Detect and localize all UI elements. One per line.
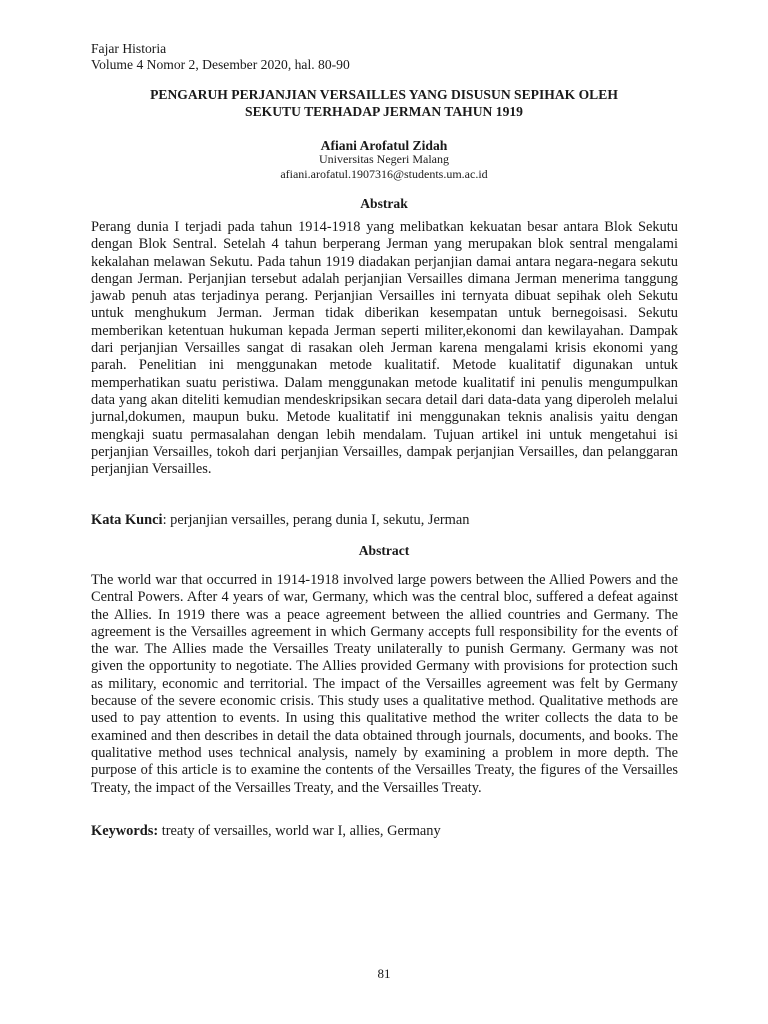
keywords-values: treaty of versailles, world war I, allies, Germany bbox=[158, 823, 441, 839]
paper-title-line-1: PENGARUH PERJANJIAN VERSAILLES YANG DISUSUN SEPIHAK OLEH bbox=[150, 87, 618, 102]
page-number: 81 bbox=[377, 966, 391, 981]
author-affiliation: Universitas Negeri Malang bbox=[319, 152, 449, 166]
kata-kunci bbox=[91, 512, 678, 529]
keywords bbox=[91, 823, 678, 840]
abstract-body: The world war that occurred in 1914-1918 involved large powers between the Allied Powers and the Central Powers. After 4 years of war, Germany, which was the central bloc, suffered a defeat against the Allies. In 1919 there was a peace agreement between the allied countries and Germany. The agreement is the Versailles agreement in which Germany accepts full responsibility for the events of the war. The Allies made the Versailles Treaty unilaterally to punish Germany. Germany was not given the opportunity to negotiate. The Allies provided Germany with provisions for protection such as military, economic and territorial. The impact of the Versailles agreement was felt by Germany because of the severe economic crisis. This study uses a qualitative method. Qualitative methods are used to pay attention to events. In using this qualitative method the writer collects the data to be examined and then describes in detail the data obtained through journals, documents, and books. The qualitative method uses technical analysis, namely by examining a problem in more depth. The purpose of this article is to examine the contents of the Versailles Treaty, the figures of the Versailles Treaty, the impact of the Versailles Treaty, and the Versailles Treaty. bbox=[91, 572, 678, 796]
paper-title-line-2: SEKUTU TERHADAP JERMAN TAHUN 1919 bbox=[245, 104, 523, 119]
keywords-label: Keywords: bbox=[91, 823, 159, 839]
author-email: afiani.arofatul.1907316@students.um.ac.id bbox=[280, 166, 488, 181]
author-name: Afiani Arofatul Zidah bbox=[320, 138, 448, 153]
abstrak-heading: Abstrak bbox=[360, 196, 408, 211]
abstrak-body: Perang dunia I terjadi pada tahun 1914-1918 yang melibatkan kekuatan besar antara Blok Sekutu dengan Blok Sentral. Setelah 4 tahun berperang Jerman yang merupakan blok sentral mengalami kekalahan melawan Sekutu. Pada tahun 1919 diadakan perjanjian damai antara negara-negara sekutu dengan Jerman. Perjanjian tersebut adalah perjanjian Versailles dimana Jerman menerima tanggung jawab penuh atas terjadinya perang. Perjanjian Versailles ini ternyata dibuat sepihak oleh Sekutu untuk menghukum Jerman. Jerman tidak diberikan kesempatan untuk bernegoisasi. Sekutu memberikan ketentuan hukuman kepada Jerman seperti militer,ekonomi dan kewilayahan. Dampak dari perjanjian Versailles sangat di rasakan oleh Jerman karena mengalami krisis ekonomi yang parah. Penelitian ini menggunakan metode kualitatif. Metode kualitatif digunakan untuk memperhatikan suatu peristiwa. Dalam menggunakan metode kualitatif ini penulis mengumpulkan data yang akan diteliti kemudian mendeskripsikan secara detail dari data-data yang diperoleh melalui jurnal,dokumen, maupun buku. Metode kualitatif ini menggunakan teknis analisis yaitu dengan mengkaji suatu permasalahan dengan lebih mendalam. Tujuan artikel ini untuk mengetahui isi perjanjian Versailles, tokoh dari perjanjian Versailles, dampak perjanjian Versailles, dan pelanggaran perjanjian Versailles. bbox=[91, 219, 678, 478]
journal-issue: Volume 4 Nomor 2, Desember 2020, hal. 80-90 bbox=[91, 57, 350, 72]
journal-header bbox=[91, 41, 350, 73]
abstract-heading: Abstract bbox=[358, 543, 410, 558]
journal-name: Fajar Historia bbox=[91, 41, 167, 56]
paper-title bbox=[91, 86, 677, 120]
author-affiliation-block bbox=[91, 152, 677, 181]
kata-kunci-values: : perjanjian versailles, perang dunia I, sekutu, Jerman bbox=[162, 512, 470, 528]
kata-kunci-label: Kata Kunci bbox=[91, 512, 163, 528]
